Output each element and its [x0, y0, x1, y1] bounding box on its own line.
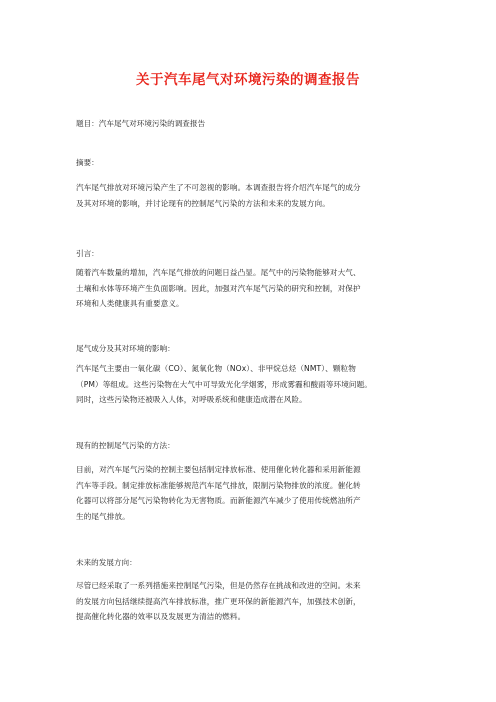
section-body-future	[76, 578, 428, 625]
paragraph-line: 及其对环境的影响，并讨论现有的控制尾气污染的方法和未来的发展方向。	[76, 198, 330, 208]
section-heading-abstract: 摘要：	[76, 158, 99, 167]
paragraph-line: （PM）等组成。这些污染物在大气中可导致光化学烟雾，形成雾霾和酸雨等环境问题。	[76, 379, 372, 389]
paragraph-line: 随着汽车数量的增加，汽车尾气排放的问题日益凸显。尾气中的污染物能够对大气、	[76, 268, 361, 277]
document-title: 关于汽车尾气对环境污染的调查报告	[136, 72, 360, 88]
section-heading-introduction: 引言：	[76, 249, 99, 258]
section-body-introduction	[76, 265, 428, 312]
section-body-components	[76, 361, 428, 408]
paragraph-line: 提高催化转化器的效率以及发展更为清洁的燃料。	[76, 612, 246, 621]
paragraph-line: 的发展方向包括继续提高汽车排放标准，推广更环保的新能源汽车，加强技术创新，	[76, 596, 361, 606]
section-heading-control-methods: 现有的控制尾气污染的方法：	[76, 441, 175, 450]
section-body-abstract	[76, 180, 428, 211]
paragraph-line: 同时，这些污染物还被吸入人体，对呼吸系统和健康造成潜在风险。	[76, 395, 307, 404]
topic-line: 题目：汽车尾气对环境污染的调查报告	[76, 119, 206, 128]
paragraph-line: 汽车等手段。制定排放标准能够规范汽车尾气排放，限制污染物排放的浓度。催化转	[76, 480, 361, 490]
section-heading-components: 尾气成分及其对环境的影响：	[76, 344, 175, 353]
paragraph-line: 汽车尾气排放对环境污染产生了不可忽视的影响。本调查报告将介绍汽车尾气的成分	[76, 183, 361, 192]
paragraph-line: 目前，对汽车尾气污染的控制主要包括制定排放标准、使用催化转化器和采用新能源	[76, 465, 361, 474]
section-heading-future: 未来的发展方向：	[76, 558, 137, 567]
paragraph-line: 汽车尾气主要由一氧化碳（CO）、氮氧化物（NOx）、非甲烷总烃（NMT）、颗粒物	[76, 364, 356, 373]
paragraph-line: 环境和人类健康具有重要意义。	[76, 299, 184, 308]
paragraph-line: 生的尾气排放。	[76, 511, 130, 521]
paragraph-line: 土壤和水体等环境产生负面影响。因此，加强对汽车尾气污染的研究和控制，对保护	[76, 283, 361, 293]
section-body-control-methods	[76, 462, 428, 524]
paragraph-line: 尽管已经采取了一系列措施来控制尾气污染，但是仍然存在挑战和改进的空间。未来	[76, 581, 361, 590]
paragraph-line: 化器可以将部分尾气污染物转化为无害物质。而新能源汽车减少了使用传统燃油所产	[76, 496, 361, 505]
